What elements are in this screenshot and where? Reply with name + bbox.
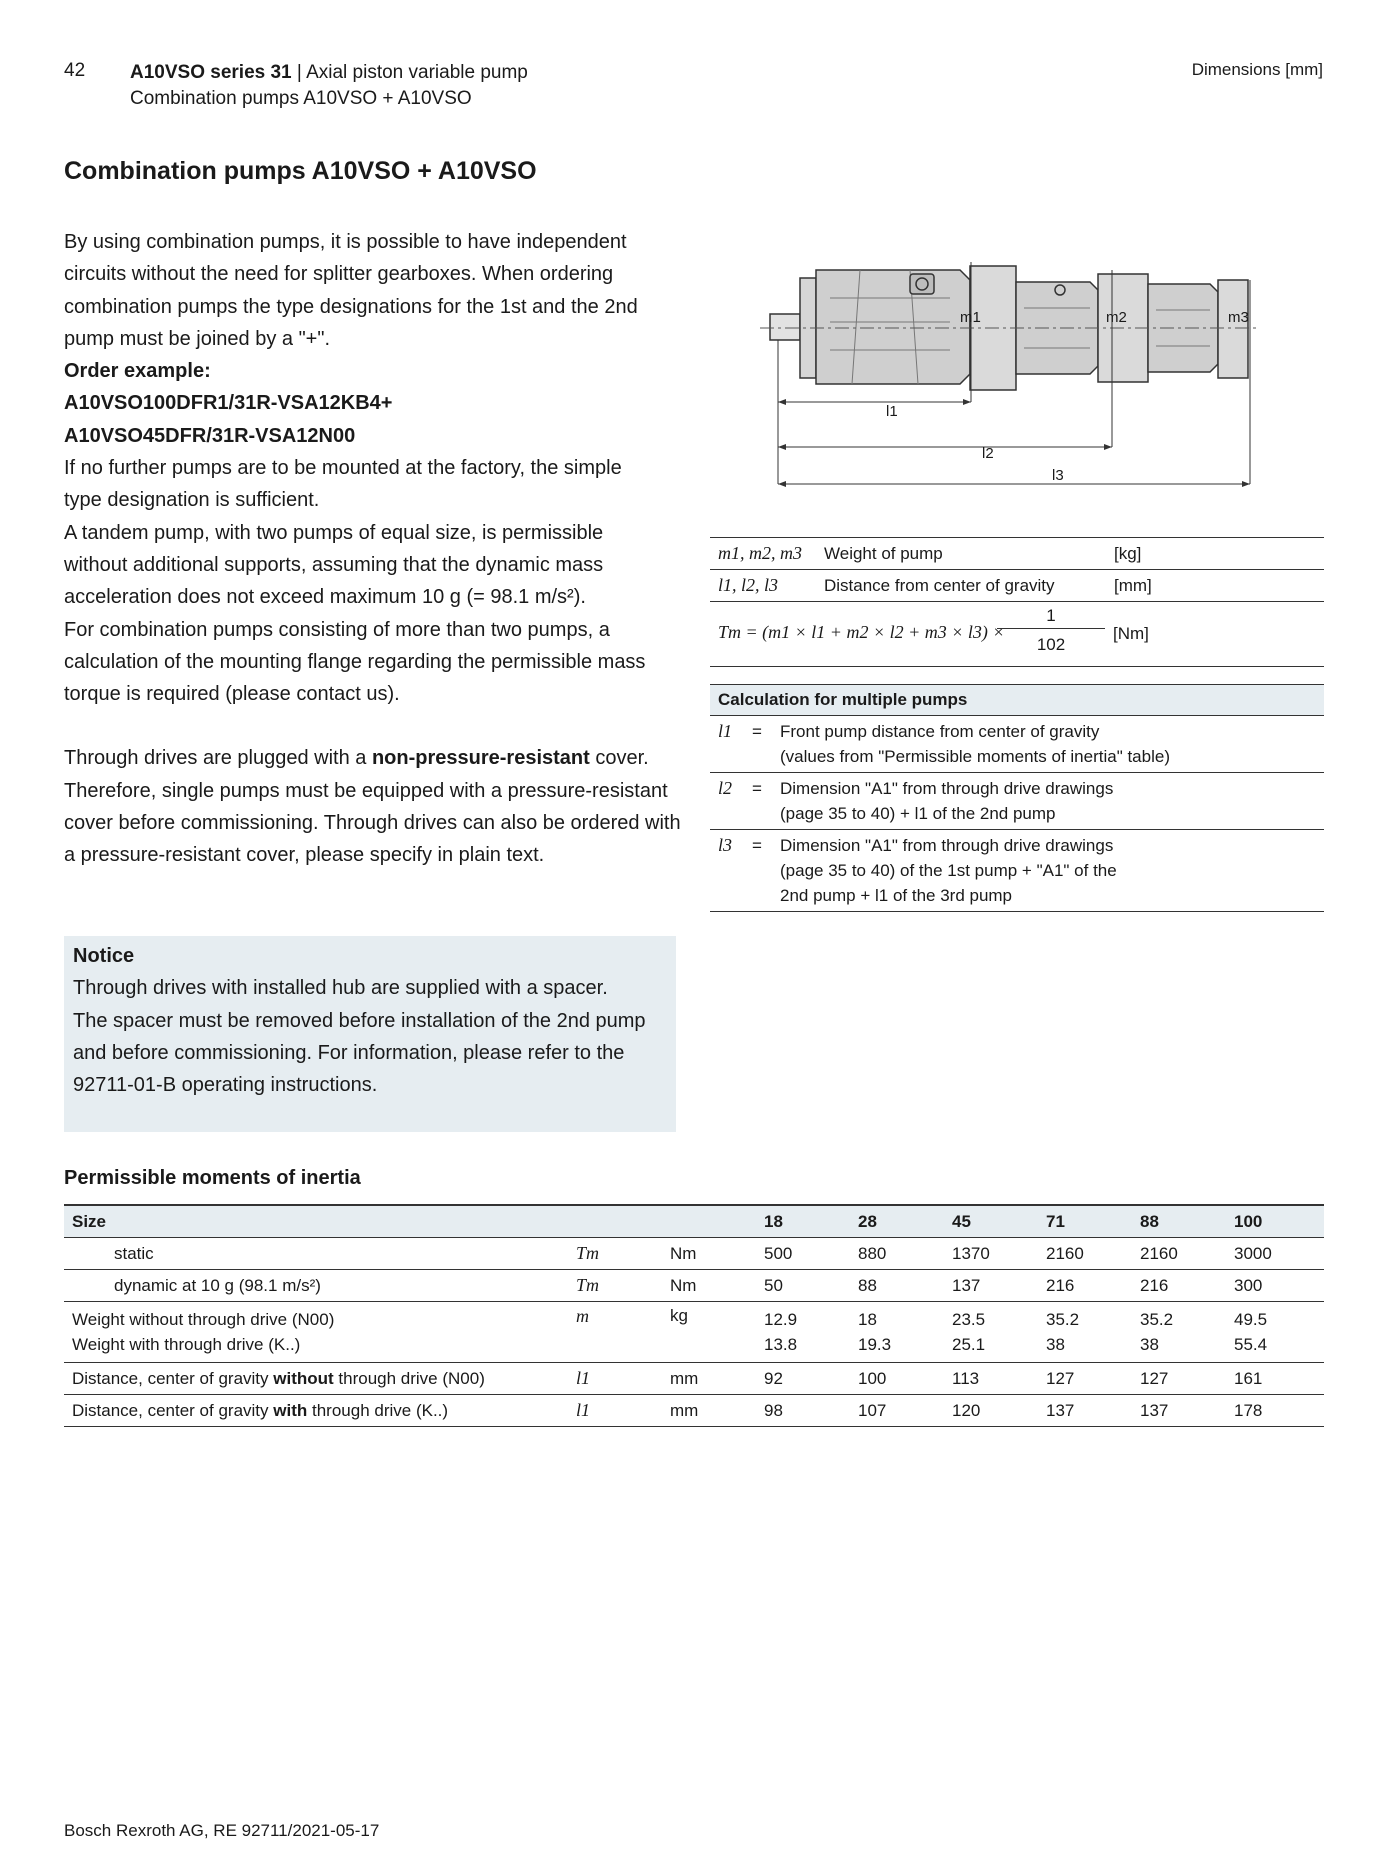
legend-row-distance — [710, 570, 1324, 602]
table-cell: 216 — [1046, 1270, 1140, 1302]
row-unit: Nm — [670, 1270, 764, 1302]
calc-text-line: (page 35 to 40) of the 1st pump + "A1" of the — [780, 861, 1117, 880]
table-cell: 98 — [764, 1395, 858, 1427]
table-row-distance-with — [64, 1395, 1324, 1427]
table-cell: 100 — [858, 1363, 952, 1395]
calc-text-line: (page 35 to 40) + l1 of the 2nd pump — [780, 804, 1056, 823]
table-cell: 1370 — [952, 1238, 1046, 1270]
inertia-table-title: Permissible moments of inertia — [64, 1167, 361, 1189]
header-right: Dimensions [mm] — [1191, 60, 1323, 79]
table-row-dynamic — [64, 1270, 1324, 1302]
row-label — [64, 1302, 576, 1363]
calc-symbol: l3 — [718, 835, 733, 855]
calculation-title: Calculation for multiple pumps — [710, 684, 1324, 716]
calc-equals: = — [752, 779, 762, 798]
header-size-label: Size — [64, 1205, 576, 1238]
header-size: 88 — [1140, 1205, 1234, 1238]
row-label-bold: with — [273, 1400, 308, 1420]
row-unit: mm — [670, 1363, 764, 1395]
header-size: 45 — [952, 1205, 1046, 1238]
legend-symbol: m1, m2, m3 — [718, 543, 802, 563]
calculation-row — [710, 773, 1324, 830]
order-example-line-2: A10VSO45DFR/31R-VSA12N00 — [64, 424, 356, 447]
notice-title: Notice — [73, 945, 135, 967]
cell-value: 38 — [1046, 1335, 1065, 1354]
calc-text-line: Dimension "A1" from through drive drawings — [780, 836, 1114, 855]
cell-value: 38 — [1140, 1335, 1159, 1354]
page-number: 42 — [64, 60, 86, 81]
intro-text — [64, 226, 684, 872]
through-drive-paragraph — [64, 742, 684, 871]
table-cell — [1140, 1302, 1234, 1363]
table-cell: 127 — [1140, 1363, 1234, 1395]
section-title: Combination pumps A10VSO + A10VSO — [64, 157, 537, 185]
row-unit: mm — [670, 1395, 764, 1427]
combination-pump-drawing — [760, 262, 1280, 502]
row-label-line: Weight with through drive (K..) — [72, 1335, 301, 1354]
row-label: dynamic at 10 g (98.1 m/s²) — [64, 1270, 576, 1302]
notice-box — [64, 936, 676, 1132]
row-symbol: Tm — [576, 1270, 670, 1302]
formula-unit: [Nm] — [1113, 624, 1149, 643]
table-cell — [764, 1302, 858, 1363]
calc-symbol: l1 — [718, 721, 733, 741]
table-cell — [1046, 1302, 1140, 1363]
header-line2: Combination pumps A10VSO + A10VSO — [130, 88, 472, 109]
header-separator: | — [291, 62, 307, 83]
page-footer: Bosch Rexroth AG, RE 92711/2021-05-17 — [64, 1821, 380, 1840]
calc-text-line: Dimension "A1" from through drive drawings — [780, 779, 1114, 798]
formula-denominator: 102 — [1036, 635, 1066, 654]
calc-text — [780, 833, 1324, 908]
table-cell: 216 — [1140, 1270, 1234, 1302]
cell-value: 18 — [858, 1310, 877, 1329]
cell-value: 55.4 — [1234, 1335, 1268, 1354]
row-label — [64, 1363, 576, 1395]
calc-text-line: (values from "Permissible moments of inertia" table) — [780, 747, 1170, 766]
table-cell: 178 — [1234, 1395, 1324, 1427]
table-cell: 92 — [764, 1363, 858, 1395]
table-cell: 880 — [858, 1238, 952, 1270]
drawing-label-l3: l3 — [1052, 467, 1064, 484]
table-cell: 137 — [1046, 1395, 1140, 1427]
legend-unit: [kg] — [1114, 543, 1142, 563]
table-row-weight — [64, 1302, 1324, 1363]
intro-paragraph-4: For combination pumps consisting of more than two pumps, a calculation of the mounting flange regarding the permissible mass torque is required (please contact us). — [64, 618, 646, 706]
calculation-row — [710, 716, 1324, 773]
drawing-label-m3: m3 — [1228, 309, 1249, 326]
table-cell — [952, 1302, 1046, 1363]
table-cell: 2160 — [1046, 1238, 1140, 1270]
table-cell — [1234, 1302, 1324, 1363]
drawing-label-m2: m2 — [1106, 309, 1127, 326]
calc-symbol: l2 — [718, 778, 733, 798]
table-cell: 300 — [1234, 1270, 1324, 1302]
drawing-label-l1: l1 — [886, 403, 898, 420]
row-unit: kg — [670, 1302, 764, 1363]
cell-value: 19.3 — [858, 1335, 892, 1354]
row-label-text: through drive (K..) — [307, 1400, 449, 1420]
row-symbol: m — [576, 1302, 670, 1363]
torque-formula — [710, 602, 1324, 667]
calc-equals: = — [752, 722, 762, 741]
formula-fraction — [997, 606, 1105, 655]
weight-legend-table — [710, 537, 1324, 667]
table-row-distance-without — [64, 1363, 1324, 1395]
legend-symbol: l1, l2, l3 — [718, 575, 779, 595]
intro-paragraph-1: By using combination pumps, it is possible to have independent circuits without the need for splitter gearboxes. When ordering combination pumps the type designations for the 1st and the 2nd pump must be joined by a "+". — [64, 231, 638, 350]
formula-expression: Tm = (m1 × l1 + m2 × l2 + m3 × l3) × — [718, 622, 1005, 642]
row-label-text: Distance, center of gravity — [72, 1400, 274, 1420]
table-cell: 107 — [858, 1395, 952, 1427]
cell-value: 23.5 — [952, 1310, 986, 1329]
cell-value: 49.5 — [1234, 1310, 1268, 1329]
legend-row-weight — [710, 537, 1324, 570]
document-header — [130, 60, 528, 112]
through-drive-text-b: cover. Therefore, single pumps must be equipped with a pressure-resistant cover before commissioning. Through drives can also be ordered with a pressure-resistant cover, please specify in plain text. — [64, 747, 681, 867]
cell-value: 13.8 — [764, 1335, 798, 1354]
notice-paragraph-2: The spacer must be removed before installation of the 2nd pump and before commissioning. For information, please refer to the 92711-01-B operating instructions. — [73, 1009, 646, 1097]
calc-equals: = — [752, 836, 762, 855]
intro-paragraph-3: A tandem pump, with two pumps of equal size, is permissible without additional supports, assuming that the dynamic mass acceleration does not exceed maximum 10 g (= 98.1 m/s²). — [64, 521, 604, 609]
cell-value: 35.2 — [1046, 1310, 1080, 1329]
table-cell: 137 — [952, 1270, 1046, 1302]
drawing-label-m1: m1 — [960, 309, 981, 326]
table-header-row — [64, 1205, 1324, 1238]
calc-text-line: 2nd pump + l1 of the 3rd pump — [780, 886, 1013, 905]
calc-text — [780, 776, 1324, 826]
cell-value: 25.1 — [952, 1335, 986, 1354]
legend-text: Distance from center of gravity — [824, 575, 1055, 595]
formula-numerator: 1 — [997, 606, 1105, 629]
through-drive-text-bold: non-pressure-resistant — [371, 747, 590, 770]
row-label-text: Distance, center of gravity — [72, 1368, 274, 1388]
cell-value: 12.9 — [764, 1310, 798, 1329]
intro-paragraph-2: If no further pumps are to be mounted at the factory, the simple type designation is sufficient. — [64, 457, 622, 512]
row-symbol: Tm — [576, 1238, 670, 1270]
calculation-row — [710, 830, 1324, 912]
table-cell: 500 — [764, 1238, 858, 1270]
table-row-static — [64, 1238, 1324, 1270]
through-drive-text-a: Through drives are plugged with a — [64, 747, 372, 770]
table-cell: 2160 — [1140, 1238, 1234, 1270]
legend-text: Weight of pump — [824, 543, 943, 563]
order-example-line-1: A10VSO100DFR1/31R-VSA12KB4+ — [64, 392, 393, 415]
table-cell: 3000 — [1234, 1238, 1324, 1270]
order-example-label: Order example: — [64, 360, 211, 383]
cell-value: 35.2 — [1140, 1310, 1174, 1329]
notice-paragraph-1: Through drives with installed hub are supplied with a spacer. — [73, 977, 608, 1000]
table-cell: 113 — [952, 1363, 1046, 1395]
table-cell: 88 — [858, 1270, 952, 1302]
table-cell: 161 — [1234, 1363, 1324, 1395]
calc-text-line: Front pump distance from center of gravity — [780, 722, 1100, 741]
row-unit: Nm — [670, 1238, 764, 1270]
table-cell — [858, 1302, 952, 1363]
table-cell: 127 — [1046, 1363, 1140, 1395]
row-label-bold: without — [273, 1368, 334, 1388]
table-cell: 50 — [764, 1270, 858, 1302]
row-label — [64, 1395, 576, 1427]
header-size: 100 — [1234, 1205, 1324, 1238]
header-subtitle: Axial piston variable pump — [306, 62, 528, 83]
calc-text — [780, 719, 1324, 769]
row-symbol: l1 — [576, 1363, 670, 1395]
calculation-box — [710, 684, 1324, 912]
row-symbol: l1 — [576, 1395, 670, 1427]
header-size: 18 — [764, 1205, 858, 1238]
inertia-table — [64, 1204, 1324, 1427]
row-label: static — [64, 1238, 576, 1270]
row-label-text: through drive (N00) — [333, 1368, 485, 1388]
legend-unit: [mm] — [1114, 575, 1152, 595]
table-cell: 137 — [1140, 1395, 1234, 1427]
header-size: 28 — [858, 1205, 952, 1238]
header-series: A10VSO series 31 — [130, 62, 292, 83]
row-label-line: Weight without through drive (N00) — [72, 1310, 335, 1329]
drawing-label-l2: l2 — [982, 445, 994, 462]
table-cell: 120 — [952, 1395, 1046, 1427]
header-size: 71 — [1046, 1205, 1140, 1238]
